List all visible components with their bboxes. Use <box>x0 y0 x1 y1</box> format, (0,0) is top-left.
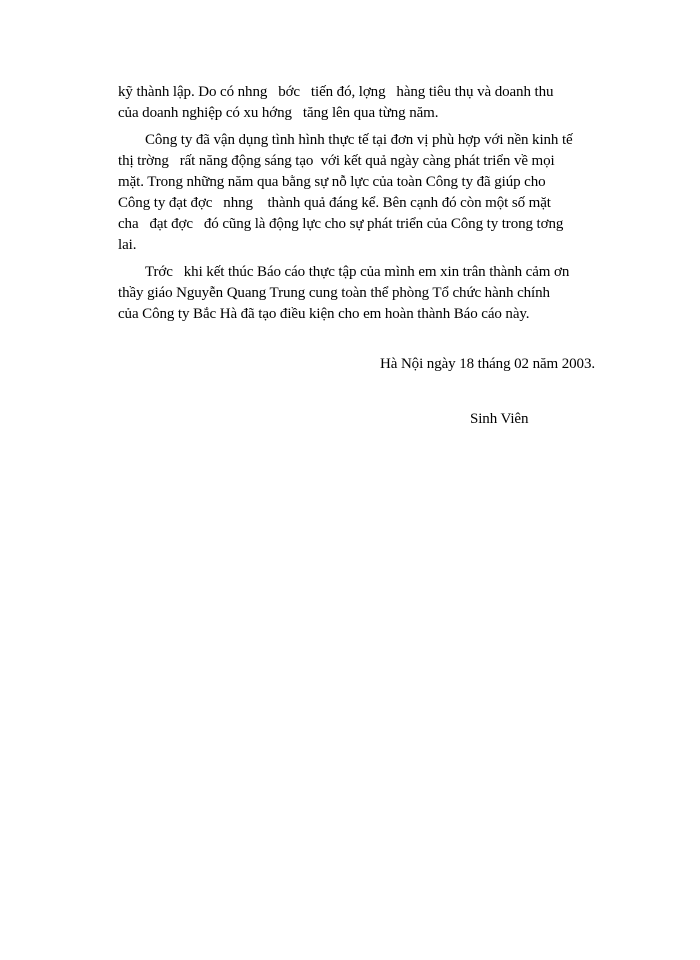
text-line: kỹ thành lập. Do có nhng bớc tiến đó, lợng hàng tiêu thụ và doanh thu <box>118 84 554 100</box>
signer-title: Sinh Viên <box>470 411 529 427</box>
text-line: lai. <box>118 237 137 253</box>
text-line: thầy giáo Nguyễn Quang Trung cung toàn thể phòng Tổ chức hành chính <box>118 285 550 301</box>
text-line: Công ty đạt đợc nhng thành quả đáng kể. Bên cạnh đó còn một số mặt <box>118 195 551 211</box>
text-line: của Công ty Bắc Hà đã tạo điều kiện cho em hoàn thành Báo cáo này. <box>118 306 530 322</box>
text-line: mặt. Trong những năm qua bằng sự nỗ lực của toàn Công ty đã giúp cho <box>118 174 546 190</box>
text-line: thị trờng rất năng động sáng tạo với kết quả ngày càng phát triển về mọi <box>118 153 555 169</box>
text-line: Công ty đã vận dụng tình hình thực tế tại đơn vị phù hợp với nền kinh tế <box>145 132 573 148</box>
text-line: của doanh nghiệp có xu hớng tăng lên qua từng năm. <box>118 105 439 121</box>
place-date: Hà Nội ngày 18 tháng 02 năm 2003. <box>380 356 595 372</box>
text-line: Trớc khi kết thúc Báo cáo thực tập của mình em xin trân thành cảm ơn <box>145 264 570 280</box>
text-line: cha đạt đợc đó cũng là động lực cho sự phát triển của Công ty trong tơng <box>118 216 564 232</box>
